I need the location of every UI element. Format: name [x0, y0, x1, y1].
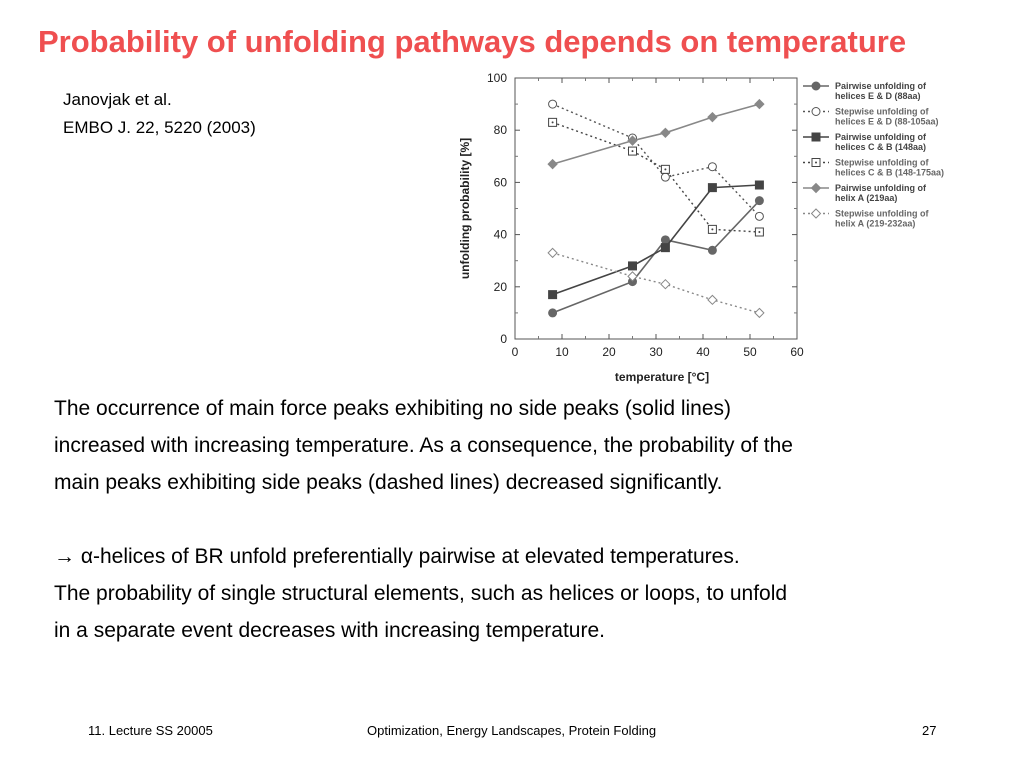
y-tick-label: 100 — [486, 71, 507, 85]
x-tick-label: 50 — [743, 345, 757, 359]
x-axis-label: temperature [°C] — [614, 370, 710, 384]
paragraph-2-line-3: in a separate event decreases with increasing temperature. — [54, 619, 605, 642]
series-4-point-center — [664, 168, 666, 170]
legend-label-1-line-1: Pairwise unfolding of — [835, 81, 927, 91]
legend-marker-3 — [812, 133, 820, 141]
x-tick-label: 10 — [555, 345, 569, 359]
series-4-point-center — [758, 231, 760, 233]
legend-marker-2 — [812, 108, 820, 116]
series-5-point — [755, 100, 764, 109]
series-3-point — [661, 244, 669, 252]
legend-marker-1 — [812, 82, 820, 90]
y-tick-label: 80 — [493, 123, 507, 138]
legend-label-3-line-2: helices C & B (148aa) — [835, 142, 927, 152]
y-tick-label: 60 — [493, 175, 507, 190]
series-2-point — [661, 173, 669, 181]
series-2-line — [553, 104, 760, 216]
x-tick-label: 0 — [511, 345, 519, 359]
series-3-point — [755, 181, 763, 189]
legend-label-4-line-1: Stepwise unfolding of — [835, 157, 929, 168]
series-4-line — [553, 122, 760, 232]
series-2-point — [708, 163, 716, 171]
footer-lecture: 11. Lecture SS 20005 — [88, 723, 213, 738]
legend-label-6-line-1: Stepwise unfolding of — [835, 208, 929, 219]
paragraph-1-line-3: main peaks exhibiting side peaks (dashed lines) decreased significantly. — [54, 471, 723, 494]
series-2-point — [755, 212, 763, 220]
series-1-point — [661, 236, 669, 244]
legend-label-2-line-1: Stepwise unfolding of — [835, 106, 929, 117]
legend-label-4-line-2: helices C & B (148-175aa) — [835, 167, 945, 178]
paragraph-2-line-1-text: -helices of BR unfold preferentially pairwise at elevated temperatures. — [92, 545, 740, 568]
y-tick-label: 0 — [500, 332, 507, 346]
paragraph-2-line-2: The probability of single structural elements, such as helices or loops, to unfold — [54, 582, 788, 605]
series-6-point — [548, 248, 557, 257]
series-5-point — [708, 113, 717, 122]
paragraph-2-line-1 — [54, 538, 984, 575]
series-5-point — [548, 160, 557, 169]
x-tick-label: 20 — [602, 345, 616, 359]
series-6-point — [755, 308, 764, 317]
series-4-point-center — [552, 121, 554, 123]
paragraph-1-line-2: increased with increasing temperature. As a consequence, the probability of the — [54, 434, 793, 457]
plot-frame — [515, 78, 797, 339]
unfolding-probability-chart — [455, 66, 975, 391]
legend-marker-5 — [812, 184, 821, 193]
footer-course-title: Optimization, Energy Landscapes, Protein Folding — [367, 723, 657, 738]
y-axis-label: unfolding probability [%] — [458, 137, 472, 280]
series-3-point — [708, 184, 716, 192]
series-5-point — [661, 128, 670, 137]
series-2-point — [549, 100, 557, 108]
legend-marker-6 — [812, 209, 821, 218]
legend-label-5-line-1: Pairwise unfolding of — [835, 183, 927, 193]
series-3-point — [629, 262, 637, 270]
paragraph-1-line-1: The occurrence of main force peaks exhibiting no side peaks (solid lines) — [54, 397, 732, 420]
x-tick-label: 60 — [790, 345, 804, 359]
legend-label-2-line-2: helices E & D (88-105aa) — [835, 116, 939, 127]
series-1-line — [553, 201, 760, 313]
series-6-point — [708, 295, 717, 304]
series-1-point — [549, 309, 557, 317]
citation — [63, 86, 256, 142]
body-text — [54, 390, 984, 649]
citation-journal: EMBO J. 22, 5220 (2003) — [63, 118, 256, 137]
citation-authors: Janovjak et al. — [63, 90, 172, 109]
legend-label-5-line-2: helix A (219aa) — [835, 193, 898, 203]
arrow-symbol: → — [54, 545, 75, 568]
series-1-point — [708, 246, 716, 254]
y-tick-label: 20 — [493, 279, 507, 294]
legend-label-3-line-1: Pairwise unfolding of — [835, 132, 927, 142]
legend-marker-4-center — [815, 162, 817, 164]
series-3-line — [553, 185, 760, 295]
legend-label-1-line-2: helices E & D (88aa) — [835, 91, 921, 101]
series-6-point — [661, 280, 670, 289]
legend-label-6-line-2: helix A (219-232aa) — [835, 218, 916, 229]
series-4-point-center — [711, 228, 713, 230]
y-tick-label: 40 — [493, 227, 507, 242]
footer-page-number: 27 — [922, 723, 937, 738]
x-tick-label: 30 — [649, 345, 663, 359]
series-4-point-center — [632, 150, 634, 152]
alpha-symbol: α — [80, 545, 93, 568]
series-1-point — [755, 197, 763, 205]
series-3-point — [549, 291, 557, 299]
slide-title: Probability of unfolding pathways depends on temperature — [38, 24, 907, 59]
x-tick-label: 40 — [696, 345, 710, 359]
series-5-line — [553, 104, 760, 164]
